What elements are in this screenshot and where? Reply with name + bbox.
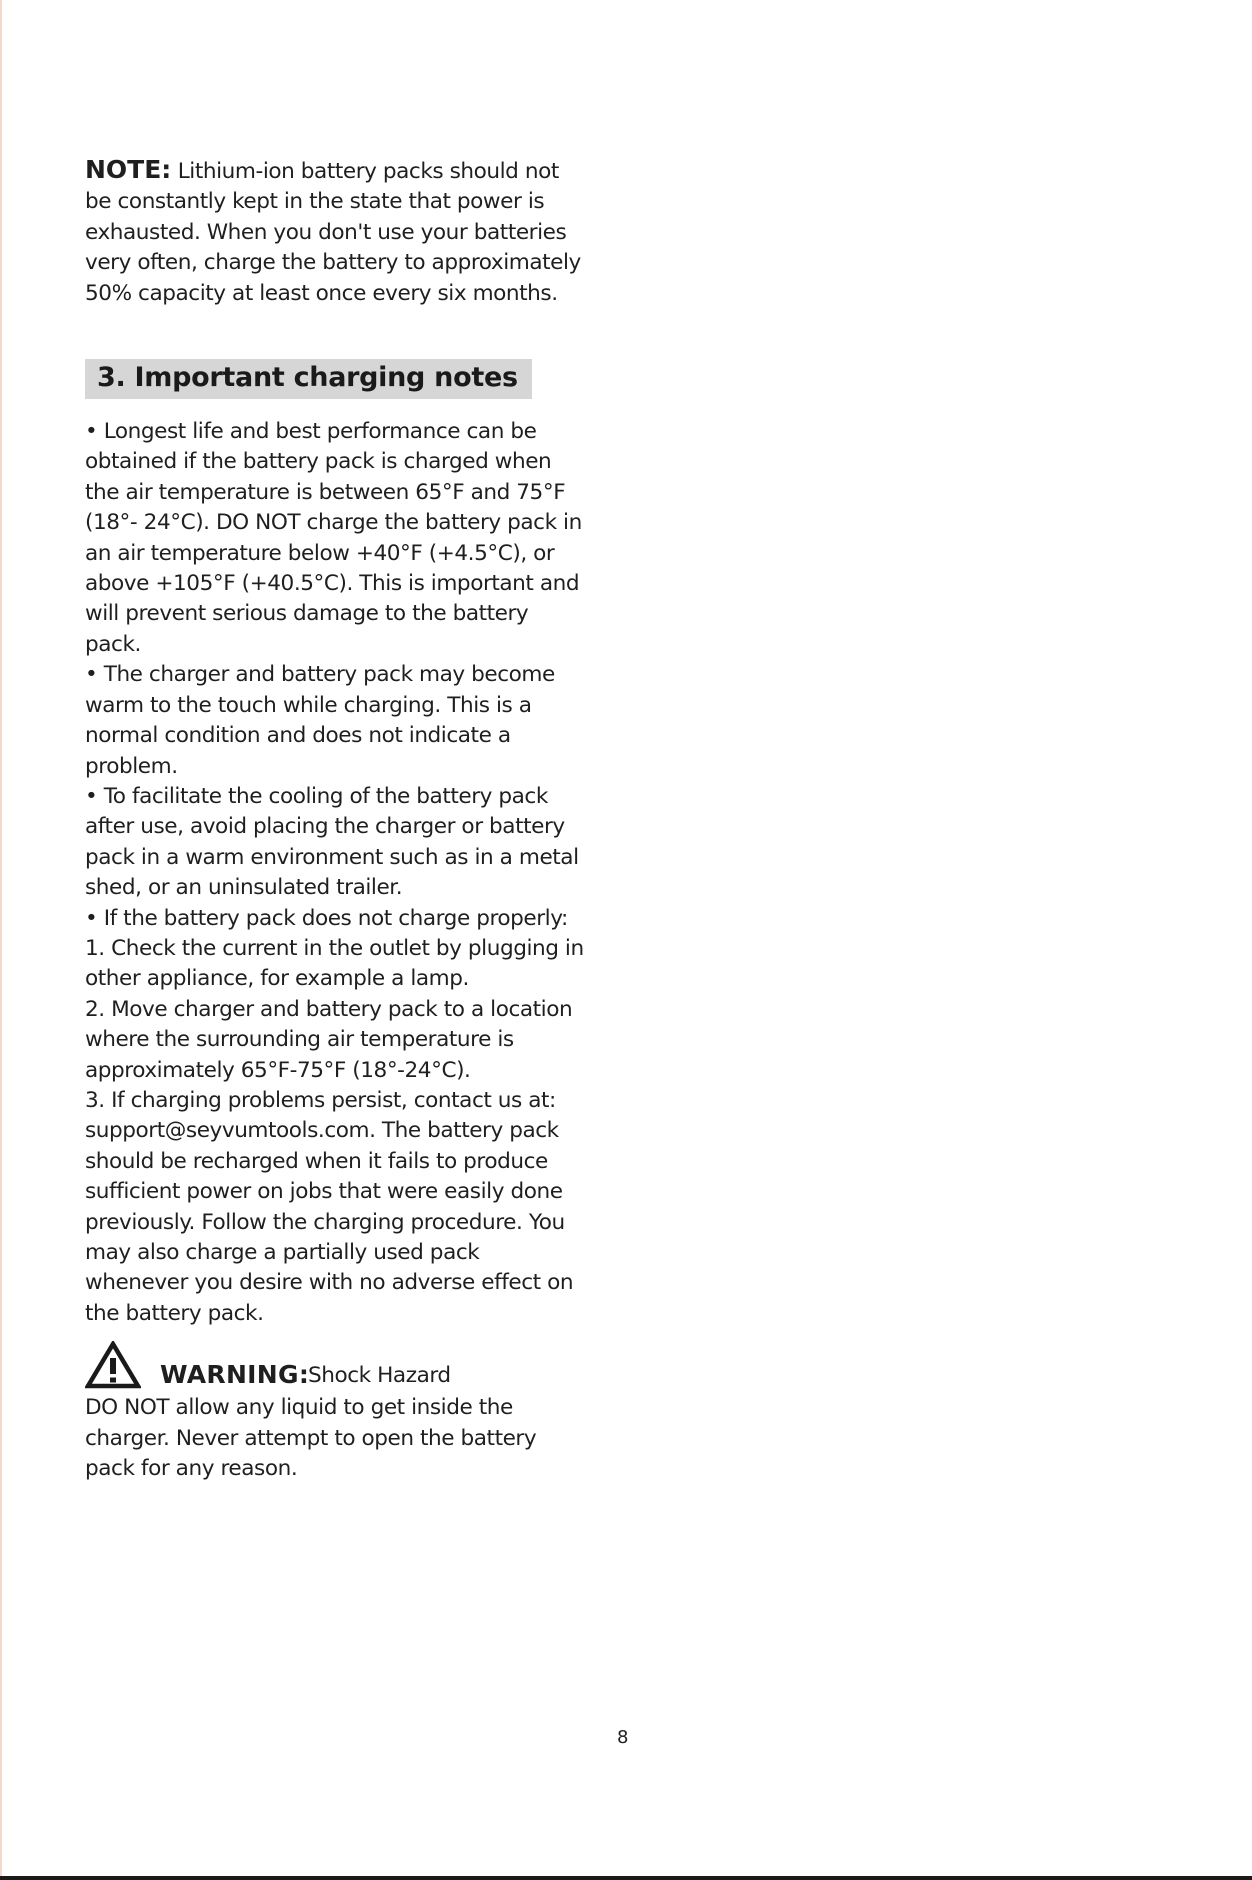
note-line: 50% capacity at least once every six months. [85, 280, 558, 306]
body-line: (18°- 24°C). DO NOT charge the battery pack in [85, 510, 582, 536]
note-label: NOTE: [85, 155, 172, 184]
body-line: pack in a warm environment such as in a metal [85, 844, 579, 870]
body-line: • Longest life and best performance can be [85, 419, 537, 445]
body-line: 2. Move charger and battery pack to a location [85, 996, 573, 1022]
body-line: • To facilitate the cooling of the battery pack [85, 783, 548, 809]
note-text: Lithium-ion battery packs should not [171, 159, 559, 184]
warning-line: DO NOT allow any liquid to get inside the [85, 1395, 513, 1421]
body-line: problem. [85, 753, 178, 779]
body-line: previously. Follow the charging procedure. You [85, 1209, 565, 1235]
note-line: exhausted. When you don't use your batteries [85, 219, 567, 245]
warning-line: charger. Never attempt to open the battery [85, 1425, 537, 1451]
note-line [85, 155, 605, 187]
body-line: 3. If charging problems persist, contact us at: [85, 1087, 556, 1113]
note-line: very often, charge the battery to approximately [85, 250, 581, 276]
warning-label: WARNING: [160, 1360, 310, 1390]
warning-hazard-type: Shock Hazard [308, 1363, 451, 1389]
body-line: above +105°F (+40.5°C). This is important and [85, 571, 580, 597]
page-content [85, 155, 605, 1484]
body-line: obtained if the battery pack is charged when [85, 449, 552, 475]
body-line: sufficient power on jobs that were easily done [85, 1179, 563, 1205]
body-line: approximately 65°F-75°F (18°-24°C). [85, 1057, 471, 1083]
body-line: after use, avoid placing the charger or battery [85, 814, 565, 840]
note-block [85, 155, 605, 309]
body-line: should be recharged when it fails to produce [85, 1148, 548, 1174]
body-line: the air temperature is between 65°F and 75°F [85, 479, 566, 505]
body-line: • The charger and battery pack may become [85, 662, 555, 688]
warning-body [85, 1393, 605, 1484]
body-line: warm to the touch while charging. This is a [85, 692, 532, 718]
body-line: 1. Check the current in the outlet by plugging in [85, 935, 584, 961]
body-line: • If the battery pack does not charge properly: [85, 905, 568, 931]
note-line: be constantly kept in the state that power is [85, 189, 545, 215]
warning-line: pack for any reason. [85, 1456, 298, 1482]
section-heading: 3. Important charging notes [85, 359, 532, 399]
body-line: support@seyvumtools.com. The battery pack [85, 1118, 559, 1144]
body-line: other appliance, for example a lamp. [85, 966, 469, 992]
body-line: pack. [85, 631, 141, 657]
body-line: may also charge a partially used pack [85, 1240, 480, 1265]
warning-triangle-icon [85, 1341, 141, 1389]
page-number: 8 [617, 1727, 629, 1748]
body-line: shed, or an uninsulated trailer. [85, 875, 403, 901]
warning-header [85, 1341, 605, 1393]
body-line: an air temperature below +40°F (+4.5°C), or [85, 540, 555, 566]
page-edge [0, 1876, 1252, 1880]
body-line: will prevent serious damage to the battery [85, 601, 529, 627]
body-line: the battery pack. [85, 1300, 264, 1326]
charging-notes-body [85, 417, 605, 1329]
body-line: where the surrounding air temperature is [85, 1027, 514, 1053]
page-edge [0, 0, 2, 1880]
body-line: normal condition and does not indicate a [85, 723, 511, 749]
body-line: whenever you desire with no adverse effect on [85, 1270, 574, 1296]
